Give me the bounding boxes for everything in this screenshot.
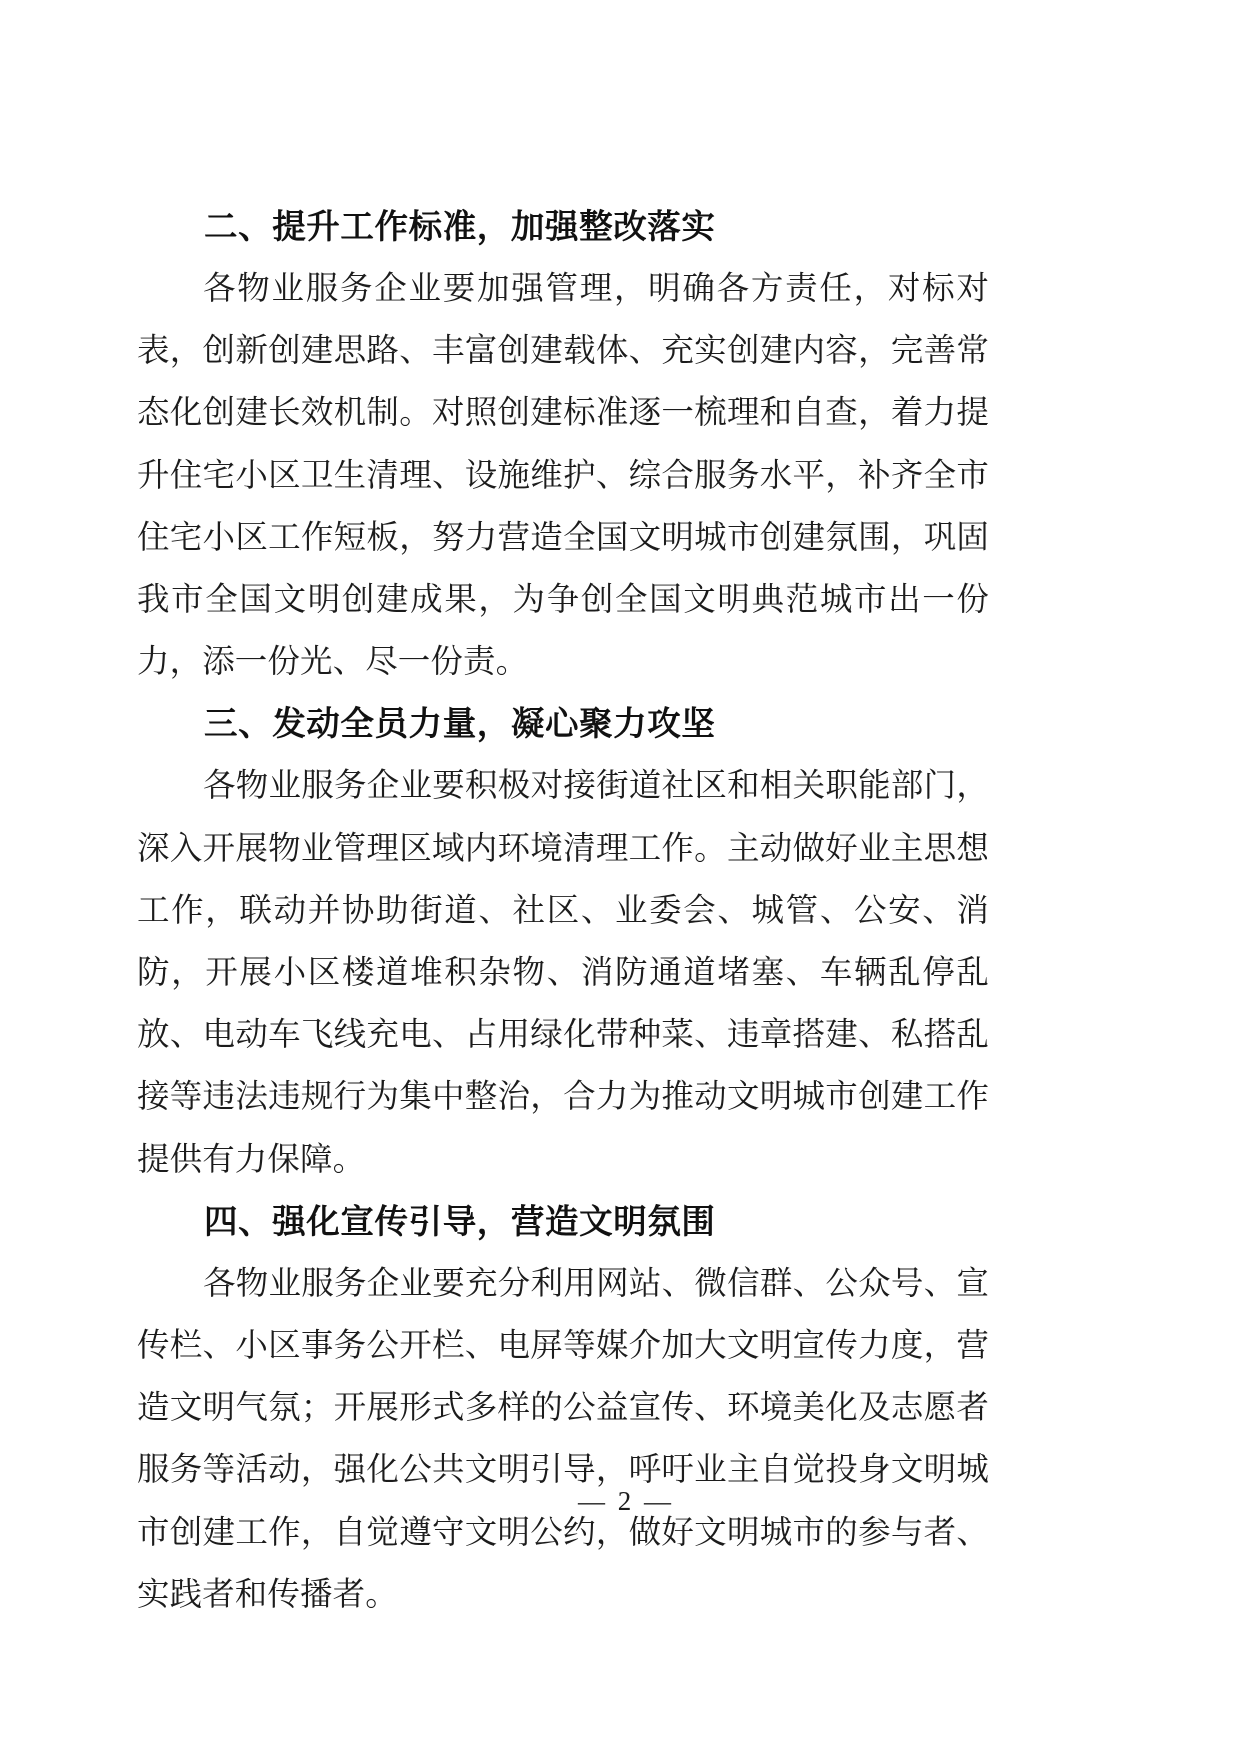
section-paragraph-3: 各物业服务企业要积极对接街道社区和相关职能部门，深入开展物业管理区域内环境清理工作。主动做好业主思想工作，联动并协助街道、社区、业委会、城管、公安、消防，开展小区楼道堆积杂物、消防通道堵塞、车辆乱停乱放、电动车飞线充电、占用绿化带种菜、违章搭建、私搭乱接等违法违规行为集中整治，合力为推动文明城市创建工作提供有力保障。	[137, 768, 989, 1178]
page-footer	[0, 1486, 1240, 1517]
section-heading-2: 二、提升工作标准，加强整改落实	[204, 207, 716, 246]
section-paragraph-2: 各物业服务企业要加强管理，明确各方责任，对标对表，创新创建思路、丰富创建载体、充实创建内容，完善常态化创建长效机制。对照创建标准逐一梳理和自查，着力提升住宅小区卫生清理、设施维护、综合服务水平，补齐全市住宅小区工作短板，努力营造全国文明城市创建氛围，巩固我市全国文明创建成果，为争创全国文明典范城市出一份力，添一份光、尽一份责。	[137, 271, 989, 681]
document-body	[137, 196, 989, 1626]
section-block-2	[137, 196, 989, 693]
section-heading-4: 四、强化宣传引导，营造文明氛围	[204, 1201, 716, 1241]
section-block-4	[137, 1191, 989, 1626]
section-block-3	[137, 693, 989, 1190]
section-paragraph-4: 各物业服务企业要充分利用网站、微信群、公众号、宣传栏、小区事务公开栏、电屏等媒介加大文明宣传力度，营造文明气氛；开展形式多样的公益宣传、环境美化及志愿者服务等活动，强化公共文明引导，呼吁业主自觉投身文明城市创建工作，自觉遵守文明公约，做好文明城市的参与者、实践者和传播者。	[137, 1265, 989, 1613]
page-number: — 2 —	[578, 1486, 674, 1516]
section-heading-3: 三、发动全员力量，凝心聚力攻坚	[204, 704, 716, 744]
